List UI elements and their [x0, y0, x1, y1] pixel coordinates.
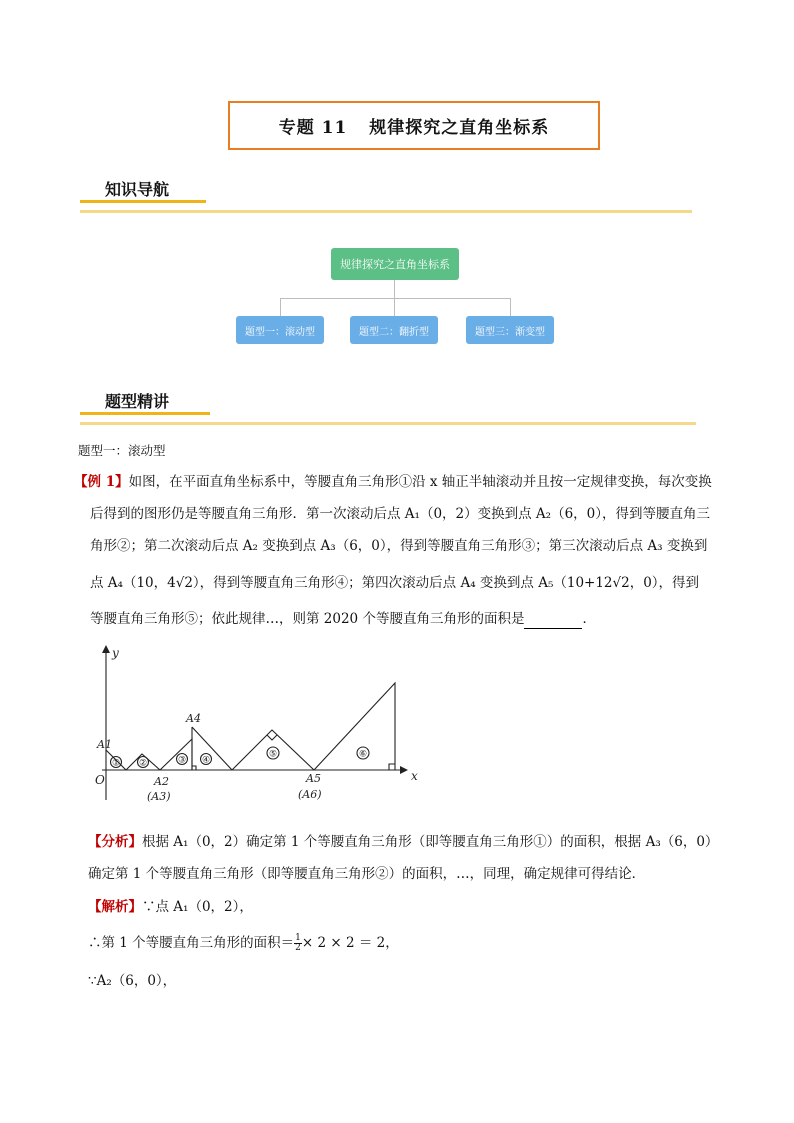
example-text: 等腰直角三角形⑤；依此规律…，则第 2020 个等腰直角三角形的面积是 — [90, 611, 525, 627]
solution-tag: 【解析】 — [88, 899, 142, 915]
section-underline — [80, 200, 206, 203]
section-divider — [80, 422, 696, 425]
circle-number-1: ① — [111, 758, 121, 769]
section-divider — [80, 210, 692, 213]
example-text: 如图，在平面直角坐标系中，等腰直角三角形①沿 x 轴正半轴滚动并且按一定规律变换，每次变换 — [128, 474, 712, 490]
triangle-3 — [160, 739, 192, 770]
y-axis-arrow — [102, 645, 110, 653]
page-title-box — [228, 101, 600, 150]
circle-number-5: ⑤ — [268, 749, 278, 760]
circle-number-3: ③ — [177, 755, 187, 766]
fraction-denominator: 2 — [295, 943, 301, 953]
fraction-numerator: 1 — [295, 933, 301, 943]
point-label-a5: A5 — [306, 772, 321, 785]
triangle-6 — [314, 683, 395, 770]
circle-number-6: ⑥ — [358, 749, 368, 760]
solution-text: × 2 × 2 ＝ 2， — [301, 935, 399, 951]
triangle-4 — [192, 727, 232, 770]
origin-label: O — [95, 773, 105, 787]
title-part1: 专题 11 — [278, 118, 348, 138]
right-angle-mark — [267, 735, 277, 740]
example-tag: 【例 1】 — [74, 474, 129, 490]
rolling-triangles-figure — [86, 640, 426, 815]
title-part2: 规律探究之直角坐标系 — [369, 118, 550, 138]
circle-number-2: ② — [138, 758, 148, 769]
point-label-a1: A1 — [97, 738, 112, 751]
analysis-line-1 — [88, 832, 718, 852]
mindmap-connector — [510, 298, 511, 316]
section-heading-lecture: 题型精讲 — [105, 392, 170, 411]
example-line-3: 角形②；第二次滚动后点 A₂ 变换到点 A₃（6，0），得到等腰直角三角形③；第三次滚动后点 A₃ 变换到 — [90, 538, 708, 554]
analysis-text: 根据 A₁（0，2）确定第 1 个等腰直角三角形（即等腰直角三角形①）的面积，根据 A₃（6，0） — [142, 834, 719, 850]
x-axis-arrow — [400, 766, 408, 774]
mindmap-connector — [280, 298, 511, 299]
example-line-5 — [90, 609, 596, 629]
mindmap-root-node: 规律探究之直角坐标系 — [331, 248, 459, 280]
point-label-a2: A2 — [154, 775, 169, 788]
point-label-a4: A4 — [186, 712, 201, 725]
section-heading-nav: 知识导航 — [105, 180, 170, 199]
circle-number-4: ④ — [201, 755, 211, 766]
mindmap-child-node: 题型三：渐变型 — [466, 316, 554, 344]
x-axis-label: x — [411, 769, 418, 783]
answer-blank — [524, 614, 582, 629]
solution-text: ∵点 A₁（0，2）， — [142, 899, 253, 915]
mindmap-connector — [394, 298, 395, 316]
analysis-line-2: 确定第 1 个等腰直角三角形（即等腰直角三角形②）的面积，…，同理，确定规律可得结论． — [88, 866, 646, 882]
solution-line-1 — [88, 897, 253, 917]
solution-text: ∴第 1 个等腰直角三角形的面积＝ — [88, 935, 295, 951]
mindmap-connector — [394, 280, 395, 298]
right-angle-mark — [389, 764, 395, 770]
solution-line-3: ∵A₂（6，0）， — [88, 973, 177, 989]
example-text: ． — [582, 611, 596, 627]
mindmap-connector — [280, 298, 281, 316]
mindmap-child-node: 题型一：滚动型 — [236, 316, 324, 344]
fraction-one-half — [294, 934, 302, 953]
example-line-4: 点 A₄（10，4√2），得到等腰直角三角形④；第四次滚动后点 A₄ 变换到点 A₅（10+12√2，0），得到 — [90, 575, 700, 591]
point-label-a6: (A6) — [298, 788, 322, 801]
y-axis-label: y — [112, 646, 119, 660]
analysis-tag: 【分析】 — [88, 834, 142, 850]
example-line-2: 后得到的图形仍是等腰直角三角形．第一次滚动后点 A₁（0，2）变换到点 A₂（6，0），得到等腰直角三 — [90, 506, 711, 522]
mindmap-child-node: 题型二：翻折型 — [350, 316, 438, 344]
point-label-a3: (A3) — [147, 790, 171, 803]
solution-line-2 — [88, 933, 399, 953]
section-underline — [80, 412, 210, 415]
example-line-1 — [74, 472, 712, 492]
right-angle-mark — [192, 766, 196, 770]
topic-label: 题型一：滚动型 — [78, 443, 166, 458]
